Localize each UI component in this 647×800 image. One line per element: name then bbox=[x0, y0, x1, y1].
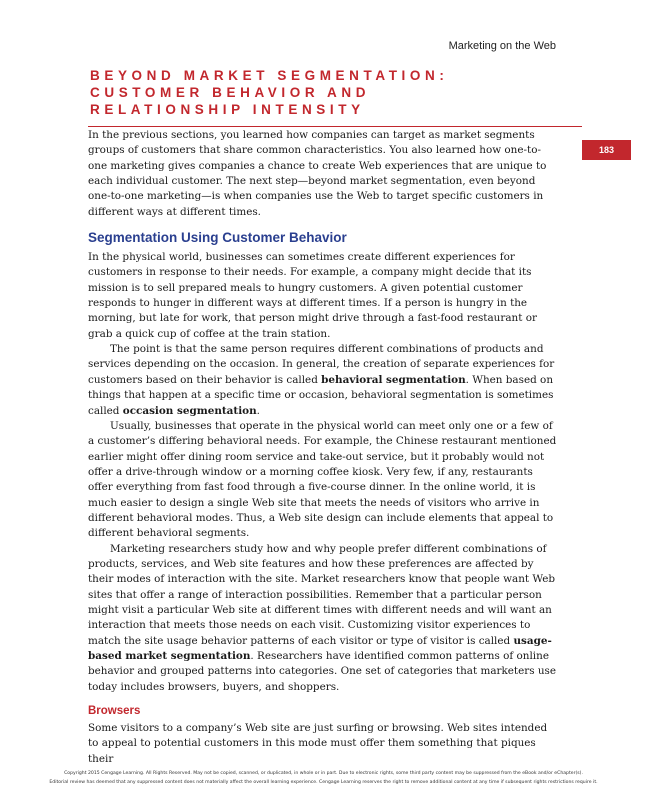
paragraph bbox=[88, 542, 560, 695]
footer-line: Copyright 2015 Cengage Learning. All Rights Reserved. May not be copied, scanned, or duplicated, in whole or in part. Due to electronic rights, some third party content may be suppressed from the eBook and/or eChapter(s). bbox=[64, 771, 583, 776]
paragraph: In the physical world, businesses can sometimes create different experiences for customers in response to their needs. For example, a company might decide that its mission is to sell prepared meals to hungry customers. A given potential customer responds to hunger in different ways at different times. If a person is hungry in the morning, but late for work, that person might drive through a fast-food restaurant or grab a quick cup of coffee at the train station. bbox=[88, 251, 537, 340]
footer-line: Editorial review has deemed that any suppressed content does not materially affect the overall learning experience. Cengage Learning reserves the right to remove additional content at any time if subsequent rights restrictions require it. bbox=[49, 780, 598, 785]
title-rule bbox=[88, 126, 582, 127]
paragraph bbox=[88, 342, 560, 419]
paragraph: Some visitors to a company’s Web site are just surfing or browsing. Web sites intended to appeal to potential customers in this mode must offer them something that piques their bbox=[88, 722, 548, 765]
page-number-tab: 183 bbox=[582, 140, 631, 160]
body-text bbox=[88, 128, 560, 767]
paragraph-text: . bbox=[256, 404, 260, 417]
section-title: BEYOND MARKET SEGMENTATION: CUSTOMER BEHAVIOR AND RELATIONSHIP INTENSITY bbox=[90, 68, 449, 117]
paragraph: Usually, businesses that operate in the physical world can meet only one or a few of a customer’s differing behavioral needs. For example, the Chinese restaurant mentioned earlier might offer dining room service and take-out service, but it probably would not offer a drive-through window or a morning coffee kiosk. Very few, if any, restaurants offer everything from fast food through a five-course dinner. In the online world, it is much easier to design a single Web site that meets the needs of visitors who arrive in different behavioral modes. Thus, a Web site design can include elements that appeal to different behavioral segments. bbox=[88, 419, 557, 540]
running-head: Marketing on the Web bbox=[448, 40, 556, 52]
key-term: usage-based market segmentation bbox=[88, 634, 552, 662]
subsubsection-heading: Browsers bbox=[88, 705, 141, 718]
intro-paragraph: In the previous sections, you learned how companies can target as market segments groups of customers that share common characteristics. You also learned how one-to-one marketing gives companies a chance to create Web experiences that are unique to each individual customer. The next step—beyond market segmentation, even beyond one-to-one marketing—is when companies use the Web to target specific customers in different ways at different times. bbox=[88, 129, 547, 218]
subsection-heading: Segmentation Using Customer Behavior bbox=[88, 230, 347, 246]
key-term: occasion segmentation bbox=[122, 404, 257, 417]
paragraph-text: Marketing researchers study how and why people prefer different combinations of products, services, and Web site features and how these preferences are affected by their modes of interaction with the site. Market researchers know that people want Web sites that offer a range of interaction possibilities. Remember that a particular person might visit a particular Web site at different times with different needs and will want an interaction that meets those needs on each visit. Customizing visitor experiences to match the site usage behavior patterns of each visitor or type of visitor is called bbox=[88, 542, 556, 647]
paragraph-text: The point is that the same person requires different combinations of products and services depending on the occasion. In general, the creation of separate experiences for customers based on their behavior is called bbox=[88, 343, 555, 386]
copyright-footer bbox=[0, 769, 647, 787]
paragraph-text: . Researchers have identified common patterns of online behavior and grouped patterns into categories. One set of categories that marketers use today includes browsers, buyers, and shoppers. bbox=[88, 650, 557, 693]
key-term: behavioral segmentation bbox=[321, 373, 466, 386]
paragraph-text: . When based on things that happen at a specific time or occasion, behavioral segmentation is sometimes called bbox=[88, 373, 554, 417]
